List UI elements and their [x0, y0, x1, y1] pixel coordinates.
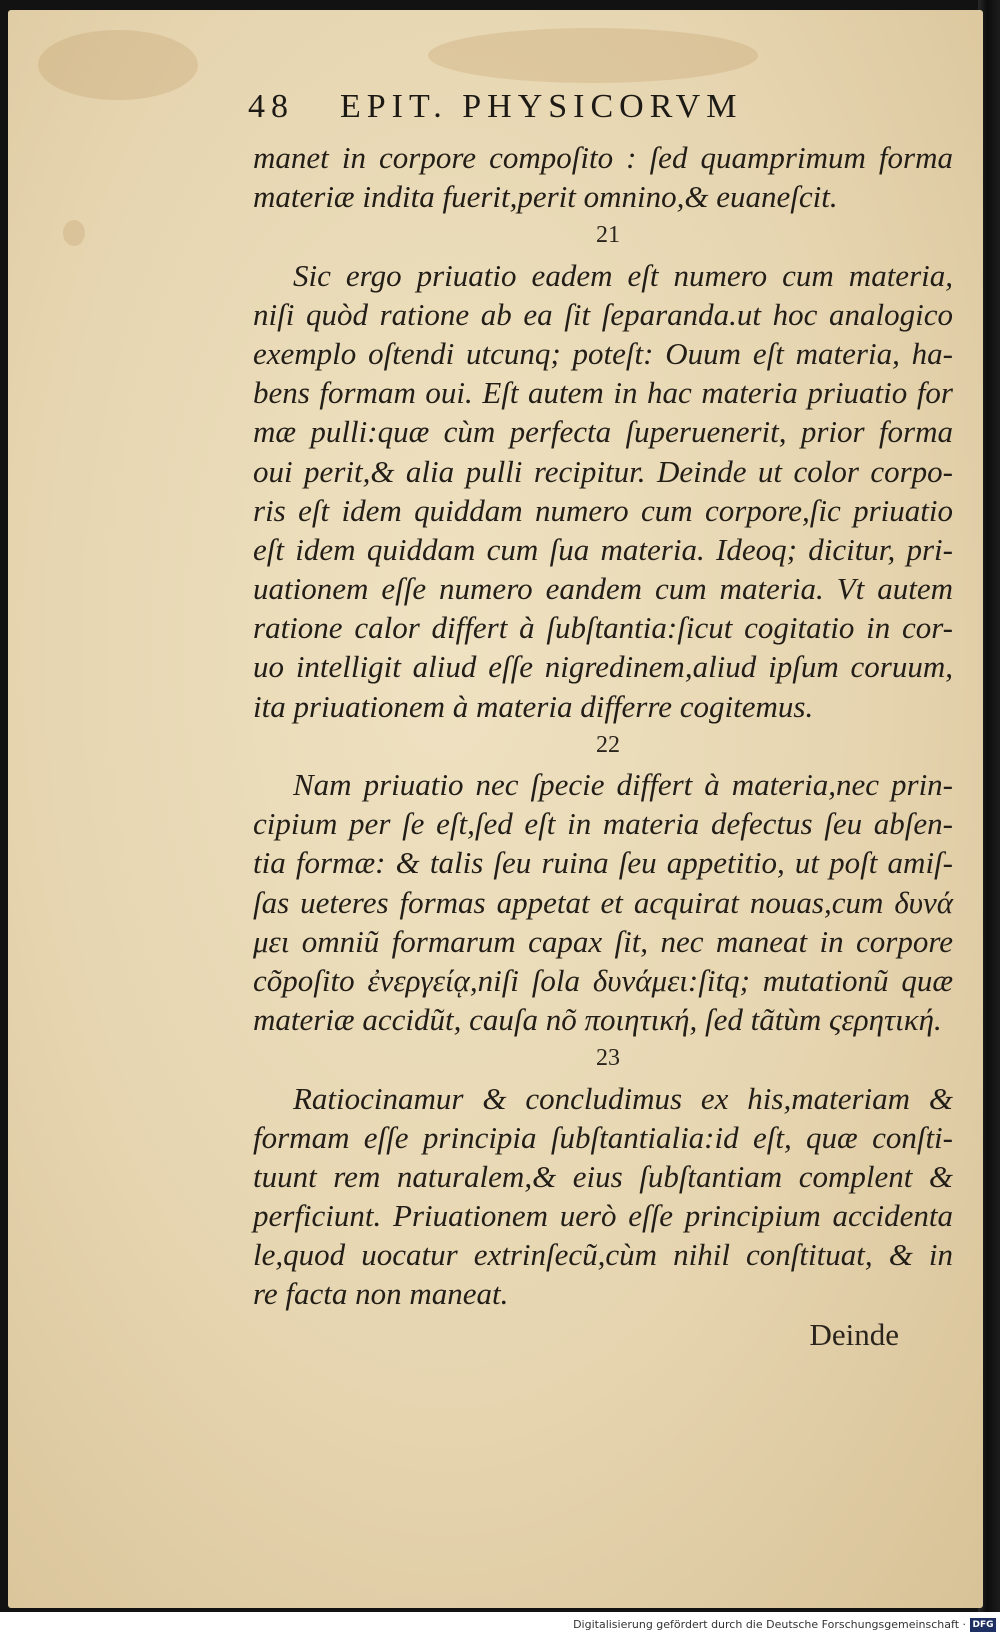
text-line: Sic ergo priuatio eadem eſt numero cum materia, [293, 257, 953, 293]
section-number: 23 [596, 1045, 620, 1072]
text-line: μει omniũ formarum capax ſit, nec maneat in corpore [253, 923, 953, 959]
text-line: materiæ indita fuerit,perit omnino,& euaneſcit. [253, 179, 838, 215]
foxing-stain [428, 28, 758, 83]
catchword: Deinde [809, 1317, 899, 1352]
funding-credit: Digitalisierung gefördert durch die Deutsche Forschungsgemeinschaft · [573, 1618, 966, 1631]
text-line: niſi quòd ratione ab ea ſit ſeparanda.ut hoc analogico [253, 296, 953, 332]
foxing-stain [38, 30, 198, 100]
page-header [248, 88, 868, 136]
body-text [253, 138, 953, 1314]
section-number: 22 [596, 731, 620, 758]
text-line: formam eſſe principia ſubſtantialia:id eſt, quæ conſti- [253, 1119, 953, 1155]
text-line: uo intelligit aliud eſſe nigredinem,aliud ipſum coruum, [253, 649, 953, 685]
text-line: tia formæ: & talis ſeu ruina ſeu appetitio, ut poſt amiſ- [253, 845, 953, 881]
text-line: uationem eſſe numero eandem cum materia. Vt autem [253, 571, 953, 607]
text-line: exemplo oſtendi utcunq; poteſt: Ouum eſt materia, ha- [253, 335, 953, 371]
text-line: bens formam oui. Eſt autem in hac materia priuatio for [253, 375, 953, 411]
text-line: Nam priuatio nec ſpecie differt à materia,nec prin- [293, 767, 953, 802]
section-number: 21 [596, 222, 620, 249]
text-line: ratione calor differt à ſubſtantia:ſicut cogitatio in cor- [253, 610, 953, 646]
text-line: eſt idem quiddam cum ſua materia. Ideoq; dicitur, pri- [253, 531, 953, 567]
text-line: ita priuationem à materia differre cogitemus. [253, 688, 814, 724]
text-line: perficiunt. Priuationem uerò eſſe principium accidenta [253, 1198, 953, 1234]
text-line: cõpoſito ἐνεργείᾳ,niſi ſola δυνάμει:ſitq; mutationũ quæ [253, 962, 953, 998]
foxing-stain [63, 220, 85, 246]
text-line: le,quod uocatur extrinſecũ,cùm nihil conſtituat, & in [253, 1237, 953, 1273]
text-line: re facta non maneat. [253, 1276, 509, 1312]
text-line: mæ pulli:quæ cùm perfecta ſuperuenerit, prior forma [253, 414, 953, 450]
running-title: EPIT. PHYSICORVM [340, 88, 743, 125]
text-line: ris eſt idem quiddam numero cum corpore,ſic priuatio [253, 492, 953, 528]
text-line: manet in corpore compoſito : ſed quamprimum forma [253, 140, 953, 175]
text-line: oui perit,& alia pulli recipitur. Deinde ut color corpo- [253, 453, 953, 489]
text-line: Ratiocinamur & concludimus ex his,materiam & [293, 1080, 953, 1116]
book-page [8, 10, 983, 1608]
text-line: tuunt rem naturalem,& eius ſubſtantiam complent & [253, 1158, 953, 1194]
text-line: cipium per ſe eſt,ſed eſt in materia defectus ſeu abſen- [253, 806, 953, 842]
text-line: ſas ueteres formas appetat et acquirat nouas,cum δυνά [253, 884, 953, 920]
dfg-logo: DFG [970, 1618, 996, 1632]
text-line: materiæ accidũt, cauſa nõ ποιητική, ſed tãtùm ςερητική. [253, 1002, 942, 1038]
digitization-footer [0, 1612, 1000, 1639]
page-number: 48 [248, 88, 294, 125]
